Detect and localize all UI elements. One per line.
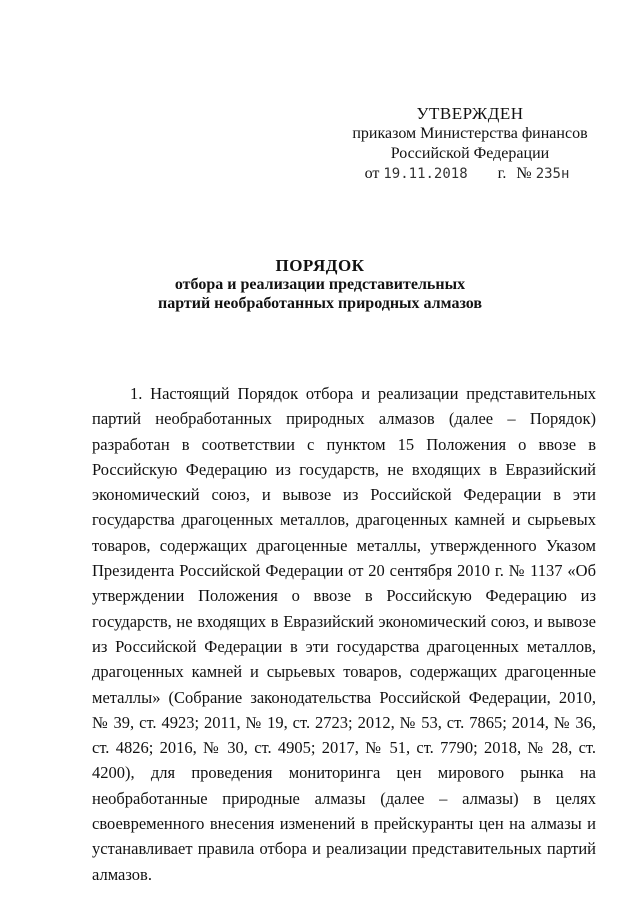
- title-line-2: партий необработанных природных алмазов: [157, 295, 483, 312]
- number-sign: №: [516, 165, 532, 182]
- approval-date-line: [344, 164, 590, 184]
- year-suffix: г.: [497, 165, 507, 182]
- document-title: [80, 256, 560, 313]
- approval-order-line: приказом Министерства финансов: [352, 125, 588, 142]
- approval-heading: УТВЕРЖДЕН: [416, 104, 524, 123]
- paragraph-1: 1. Настоящий Порядок отбора и реализации представительных партий необработанных природных алмазов (далее – Порядок) разработан в соответствии с пунктом 15 Положения о ввозе в Российскую Федерацию из государств, не входящих в Евразийский экономический союз, и вывозе из Российской Федерации в эти государства драгоценных металлов, драгоценных камней и сырьевых товаров, содержащих драгоценные металлы, утвержденного Указом Президента Российской Федерации от 20 сентября 2010 г. № 1137 «Об утверждении Положения о ввозе в Российскую Федерацию из государств, не входящих в Евразийский экономический союз, и вывозе из Российской Федерации в эти государства драгоценных металлов, драгоценных камней и сырьевых товаров, содержащих драгоценные металлы» (Собрание законодательства Российской Федерации, 2010, № 39, ст. 4923; 2011, № 19, ст. 2723; 2012, № 53, ст. 7865; 2014, № 36, ст. 4826; 2016, № 30, ст. 4905; 2017, № 51, ст. 7790; 2018, № 28, ст. 4200), для проведения мониторинга цен мирового рынка на необработанные природные алмазы (далее – алмазы) в целях своевременного внесения изменений в прейскуранты цен на алмазы и устанавливает правила отбора и реализации представительных партий алмазов.: [92, 384, 596, 884]
- title-line-1: отбора и реализации представительных: [174, 276, 466, 293]
- approval-stamp: [350, 104, 590, 184]
- title-main: ПОРЯДОК: [275, 256, 365, 275]
- order-date: 19.11.2018: [383, 166, 468, 182]
- date-prefix: от: [364, 165, 380, 182]
- order-number: 235н: [535, 166, 570, 182]
- approval-authority-line: Российской Федерации: [390, 145, 550, 162]
